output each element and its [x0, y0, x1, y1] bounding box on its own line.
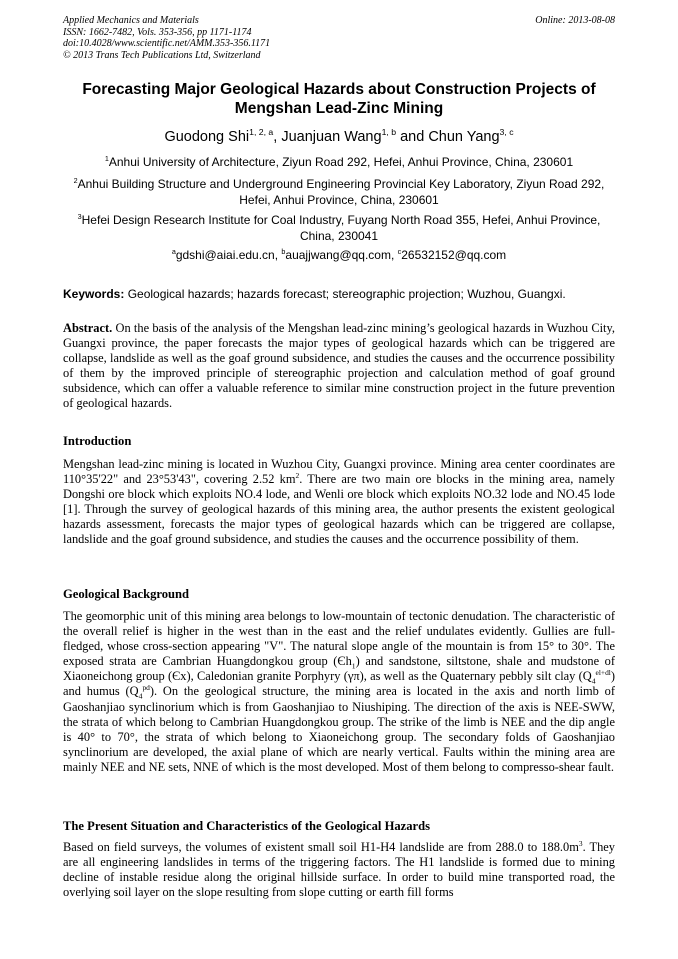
- author-separator: ,: [273, 129, 282, 145]
- affiliation-1-mark: 1: [104, 154, 109, 163]
- section-heading-geological-background: Geological Background: [63, 587, 190, 601]
- geo-text-3: ) and humus (Q: [63, 669, 615, 699]
- present-situation-paragraph: [63, 840, 615, 900]
- author-1-affil: 1, 2, a: [249, 127, 274, 138]
- present-text-2: . They are all engineering landslides in terms of the triggering factors. The H1 landslide is formed due to mining decline of instable residue along the original hillside surface. In order to build mine transported road, the overlying soil layer on the slope resulting from slope cutting or earth fill forms: [63, 840, 615, 900]
- email-c: 26532152@qq.com: [401, 248, 507, 262]
- affiliation-2-text-1: Anhui Building Structure and Underground Engineering Provincial Key Laboratory, Ziyun Road 292,: [77, 177, 605, 191]
- affiliation-3-text-2: China, 230041: [299, 228, 379, 243]
- abstract-label: Abstract.: [63, 321, 113, 335]
- section-heading-present-situation: The Present Situation and Characteristics of the Geological Hazards: [63, 819, 431, 833]
- affiliation-3-text-1: Hefei Design Research Institute for Coal Industry, Fuyang North Road 355, Hefei, Anhui Province,: [81, 213, 601, 227]
- issn-line: ISSN: 1662-7482, Vols. 353-356, pp 1171-1174: [63, 26, 252, 38]
- title-line-2: Mengshan Lead-Zinc Mining: [234, 100, 444, 117]
- geo-text-2: ) and sandstone, siltstone, shale and mudstone of Xiaoneichong group (Єx), Caledonian granite Porphyry (γπ), as well as the Quaternary pebbly silt clay (Q: [63, 654, 615, 684]
- author-list: [63, 128, 615, 146]
- email-a: gdshi@aiai.edu.cn,: [175, 248, 282, 262]
- author-2-affil: 1, b: [381, 127, 397, 138]
- affiliation-1: [63, 155, 615, 171]
- section-heading-introduction: Introduction: [63, 434, 132, 448]
- affiliation-2: [63, 177, 615, 208]
- affiliation-1-text: Anhui University of Architecture, Ziyun Road 292, Hefei, Anhui Province, China, 230601: [108, 155, 574, 169]
- geo-sub-1: 1: [351, 661, 356, 671]
- intro-sup: 2: [295, 470, 300, 480]
- intro-text-2: . There are two main ore blocks in the mining area, namely Dongshi ore block which exploits NO.4 lode, and Wenli ore block which exploits NO.32 lode and NO.45 lode [1]. Through the survey of geological hazards of this mining area, the author presents the existent geological hazards assessment, forecasts the major types of geological hazards which can be triggered are collapse, landslide and the goaf ground subsidence, and studies the causes and the occurrence possibility of them.: [63, 472, 615, 547]
- affiliation-2-mark: 2: [73, 176, 78, 185]
- geological-background-paragraph: [63, 609, 615, 775]
- geo-text-1: The geomorphic unit of this mining area belongs to low-mountain of tectonic denudation. The characteristic of the overall relief is higher in the west than in the east and the relief undulates evidently. Gullies are full-fledged, whose cross-section appearing "V". The natural slope angle of the mountain is from 15° to 30°. The exposed strata are Cambrian Huangdongkou group (Єh: [63, 609, 615, 669]
- affiliation-2-text-2: Hefei, Anhui Province, China, 230601: [239, 192, 439, 207]
- geo-text-4: ). On the geological structure, the mining area is located in the axis and north limb of Gaoshanjiao synclinorium which is from Gaoshanjiao to Niushiping. The direction of the axis is NEE-SWW, the strata of which belong to Cambrian Huangdongkou group. The strike of the limb is NEE and the dip angle is 40° to 70°, the strata of which belong to Xiaoneichong group. The secondary folds of Gaoshanjiao synclinorium are developed, the axial plane of which are nearly vertical. Faults within the mining area are mainly NEE and NE sets, NNE of which is the most developed. Most of them belong to compresso-shear fault.: [63, 684, 615, 774]
- geo-sup-2: el+dl: [595, 668, 611, 678]
- author-3: Chun Yang: [428, 129, 500, 145]
- geo-sub-3: 4: [138, 691, 143, 701]
- intro-text-1: Mengshan lead-zinc mining is located in Wuzhou City, Guangxi province. Mining area center coordinates are 110°35'22" and 23°53'43", covering 2.52 km: [63, 457, 615, 487]
- author-3-affil: 3, c: [499, 127, 514, 138]
- author-and: and: [396, 129, 429, 145]
- email-b-mark: b: [281, 247, 286, 256]
- author-2: Juanjuan Wang: [281, 129, 382, 145]
- email-line: [63, 248, 615, 264]
- email-b: auajjwang@qq.com,: [285, 248, 398, 262]
- doi-line: doi:10.4028/www.scientific.net/AMM.353-356.1171: [63, 38, 271, 49]
- geo-sup-3: pd: [142, 683, 150, 693]
- present-text-1: Based on field surveys, the volumes of existent small soil H1-H4 landslide are from 288.0 to 188.0m: [63, 840, 579, 854]
- introduction-paragraph: [63, 457, 615, 548]
- geo-sub-2: 4: [591, 676, 596, 686]
- keywords-text: Geological hazards; hazards forecast; stereographic projection; Wuzhou, Guangxi.: [124, 287, 566, 301]
- title-line-1: Forecasting Major Geological Hazards about Construction Projects of: [82, 81, 596, 98]
- journal-header: [63, 15, 615, 61]
- copyright-line: © 2013 Trans Tech Publications Ltd, Switzerland: [63, 49, 261, 61]
- keywords: [63, 287, 615, 302]
- journal-name: Applied Mechanics and Materials: [63, 15, 199, 26]
- paper-title: [63, 80, 615, 118]
- email-a-mark: a: [171, 247, 176, 256]
- online-date: Online: 2013-08-08: [535, 15, 615, 26]
- email-c-mark: c: [397, 247, 402, 256]
- author-1: Guodong Shi: [164, 129, 250, 145]
- affiliation-3: [63, 213, 615, 244]
- present-sup: 3: [578, 838, 583, 848]
- keywords-label: Keywords:: [63, 287, 125, 301]
- abstract-text: On the basis of the analysis of the Mengshan lead-zinc mining’s geological hazards in Wuzhou City, Guangxi province, the paper forecasts the major types of geological hazards which can be triggered are collapse, landslide as well as the goaf ground subsidence, and studies the causes and the occurrence possibility of them by the improved principle of stereographic projection and calculation method of goaf ground subsidence, which can offer a valuable reference to similar mine construction project in the future prevention of geological hazards.: [63, 321, 615, 411]
- abstract: [63, 321, 615, 412]
- affiliation-3-mark: 3: [77, 212, 82, 221]
